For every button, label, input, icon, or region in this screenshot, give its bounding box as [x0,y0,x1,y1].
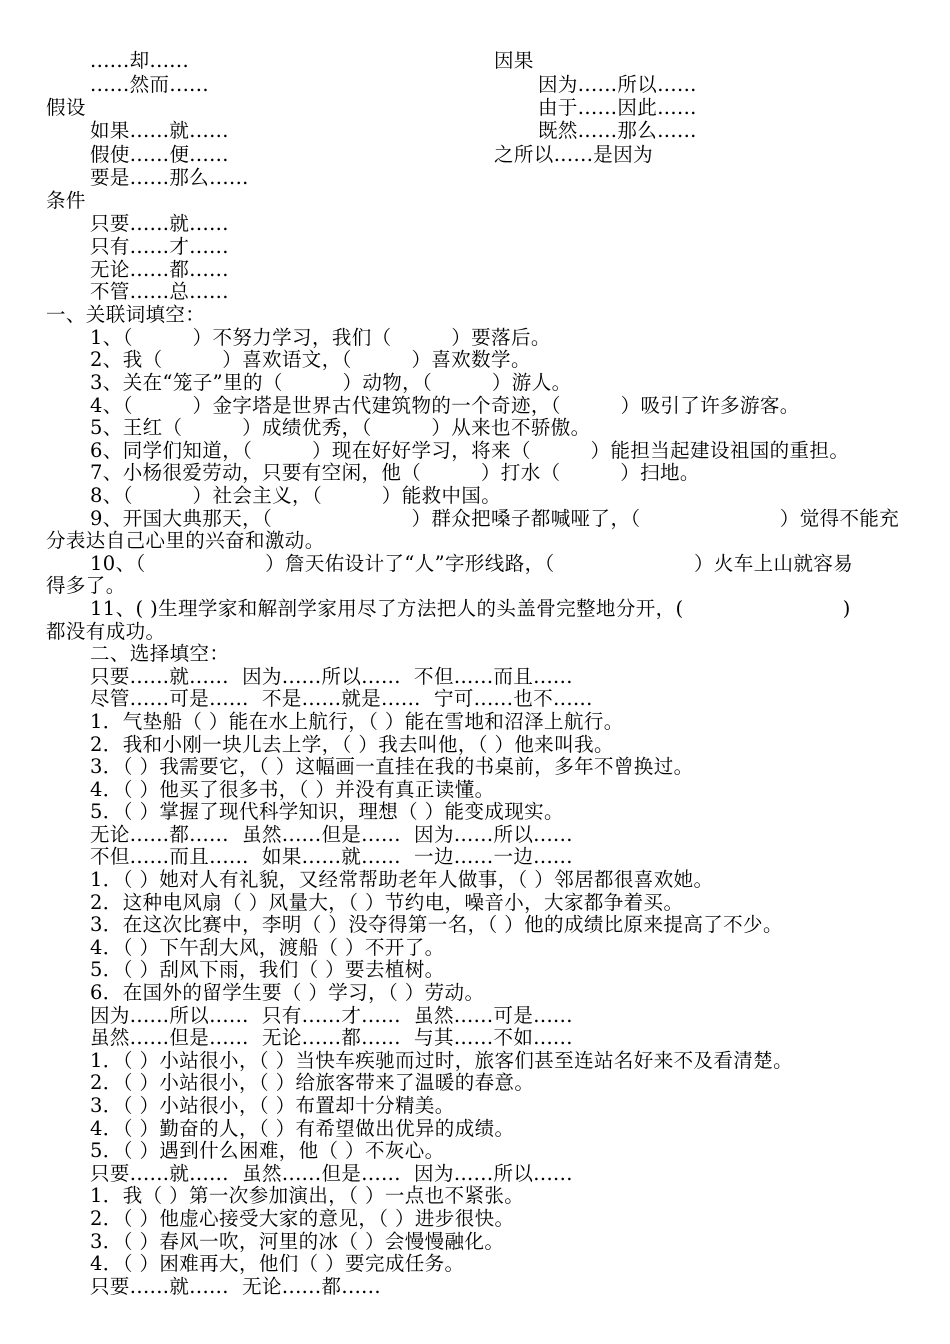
conjunction-line: 只要......就...... [90,212,229,235]
category-heading: 条件 [46,189,86,212]
options-line: 虽然......但是...... 无论......都...... 与其......不如...... [90,1026,573,1049]
conjunction-line: 要是......那么...... [90,166,249,189]
exercise-line: 3．（ ）小站很小，（ ）布置却十分精美。 [90,1094,455,1117]
conjunction-line: 既然......那么...... [538,119,697,142]
conjunction-line: 假使......便...... [90,143,229,166]
exercise-line: 2．这种电风扇（ ）风量大，（ ）节约电，噪音小，大家都争着买。 [90,891,684,914]
conjunction-line: 只有......才...... [90,235,229,258]
exercise-line: 1．（ ）她对人有礼貌，又经常帮助老年人做事，（ ）邻居都很喜欢她。 [90,868,714,891]
options-line: 只要......就...... 因为......所以...... 不但......而且...... [90,665,573,688]
conjunction-line: ......却...... [90,49,190,72]
exercise-line: 2．（ ）他虚心接受大家的意见，（ ）进步很快。 [90,1207,515,1230]
exercise-line: 5．（ ）掌握了现代科学知识，理想（ ）能变成现实。 [90,800,564,823]
exercise-line: 1．我（ ）第一次参加演出，（ ）一点也不紧张。 [90,1184,525,1207]
section-heading: 一、关联词填空： [46,303,206,326]
exercise-line: 3．（ ）春风一吹，河里的冰（ ）会慢慢融化。 [90,1230,505,1253]
category-heading: 假设 [46,96,86,119]
exercise-line: 5．（ ）遇到什么困难，他（ ）不灰心。 [90,1139,445,1162]
exercise-line: 6、同学们知道，（ ）现在好好学习，将来（ ）能担当起建设祖国的重担。 [90,439,850,462]
exercise-line: 4．（ ）下午刮大风，渡船（ ）不开了。 [90,936,445,959]
exercise-line: 5、王红（ ）成绩优秀，（ ）从来也不骄傲。 [90,416,591,439]
options-line: 因为......所以...... 只有......才...... 虽然......可是...... [90,1004,573,1027]
exercise-line: 11、( )生理学家和解剖学家用尽了方法把人的头盖骨完整地分开，( ) [90,597,851,620]
exercise-line: 6．在国外的留学生要（ ）学习，（ ）劳动。 [90,981,485,1004]
exercise-line: 5．（ ）刮风下雨，我们（ ）要去植树。 [90,958,445,981]
exercise-line: 8、（ ）社会主义，（ ）能救中国。 [90,484,502,507]
exercise-line: 4．（ ）困难再大，他们（ ）要完成任务。 [90,1252,465,1275]
section-heading: 二、选择填空： [90,642,230,665]
exercise-line: 1．气垫船（ ）能在水上航行，（ ）能在雪地和沼泽上航行。 [90,710,624,733]
exercise-line: 2．（ ）小站很小，（ ）给旅客带来了温暖的春意。 [90,1071,535,1094]
conjunction-line: 因为......所以...... [538,73,697,96]
exercise-line: 9、开国大典那天，（ ）群众把嗓子都喊哑了，（ ）觉得不能充 [90,507,900,530]
options-line: 只要......就...... 虽然......但是...... 因为......所以...... [90,1162,573,1185]
options-line: 无论......都...... 虽然......但是...... 因为......所以...... [90,823,573,846]
conjunction-line: 如果......就...... [90,119,229,142]
exercise-line: 3．在这次比赛中，李明（ ）没夺得第一名，（ ）他的成绩比原来提高了不少。 [90,913,783,936]
options-line: 只要......就...... 无论......都...... [90,1275,381,1298]
exercise-line: 1．（ ）小站很小，（ ）当快车疾驰而过时，旅客们甚至连站名好来不及看清楚。 [90,1049,794,1072]
exercise-line: 4、（ ）金字塔是世界古代建筑物的一个奇迹，（ ）吸引了许多游客。 [90,394,800,417]
exercise-line: 2．我和小刚一块儿去上学，（ ）我去叫他，（ ）他来叫我。 [90,733,614,756]
exercise-line: 10、（ ）詹天佑设计了“人”字形线路，（ ）火车上山就容易 [90,552,854,575]
exercise-line: 3．（ ）我需要它，（ ）这幅画一直挂在我的书桌前，多年不曾换过。 [90,755,694,778]
conjunction-line: 无论......都...... [90,258,229,281]
exercise-line: 都没有成功。 [46,620,166,643]
conjunction-line: ......然而...... [90,73,209,96]
conjunction-line: 之所以......是因为 [494,143,653,166]
options-line: 尽管......可是...... 不是......就是...... 宁可......也不...... [90,687,593,710]
exercise-line: 4．（ ）他买了很多书，（ ）并没有真正读懂。 [90,778,495,801]
exercise-line: 分表达自己心里的兴奋和激动。 [46,529,325,552]
exercise-line: 1、（ ）不努力学习，我们（ ）要落后。 [90,326,551,349]
exercise-line: 3、关在“笼子”里的（ ）动物，（ ）游人。 [90,371,572,394]
exercise-line: 7、小杨很爱劳动，只要有空闲，他（ ）打水（ ）扫地。 [90,461,700,484]
conjunction-line: 由于......因此...... [538,96,697,119]
options-line: 不但......而且...... 如果......就...... 一边......一边...... [90,845,573,868]
exercise-line: 4．（ ）勤奋的人，（ ）有希望做出优异的成绩。 [90,1117,515,1140]
exercise-line: 得多了。 [46,574,126,597]
exercise-line: 2、我（ ）喜欢语文，（ ）喜欢数学。 [90,348,531,371]
conjunction-line: 不管......总...... [90,280,229,303]
category-heading: 因果 [494,49,534,72]
